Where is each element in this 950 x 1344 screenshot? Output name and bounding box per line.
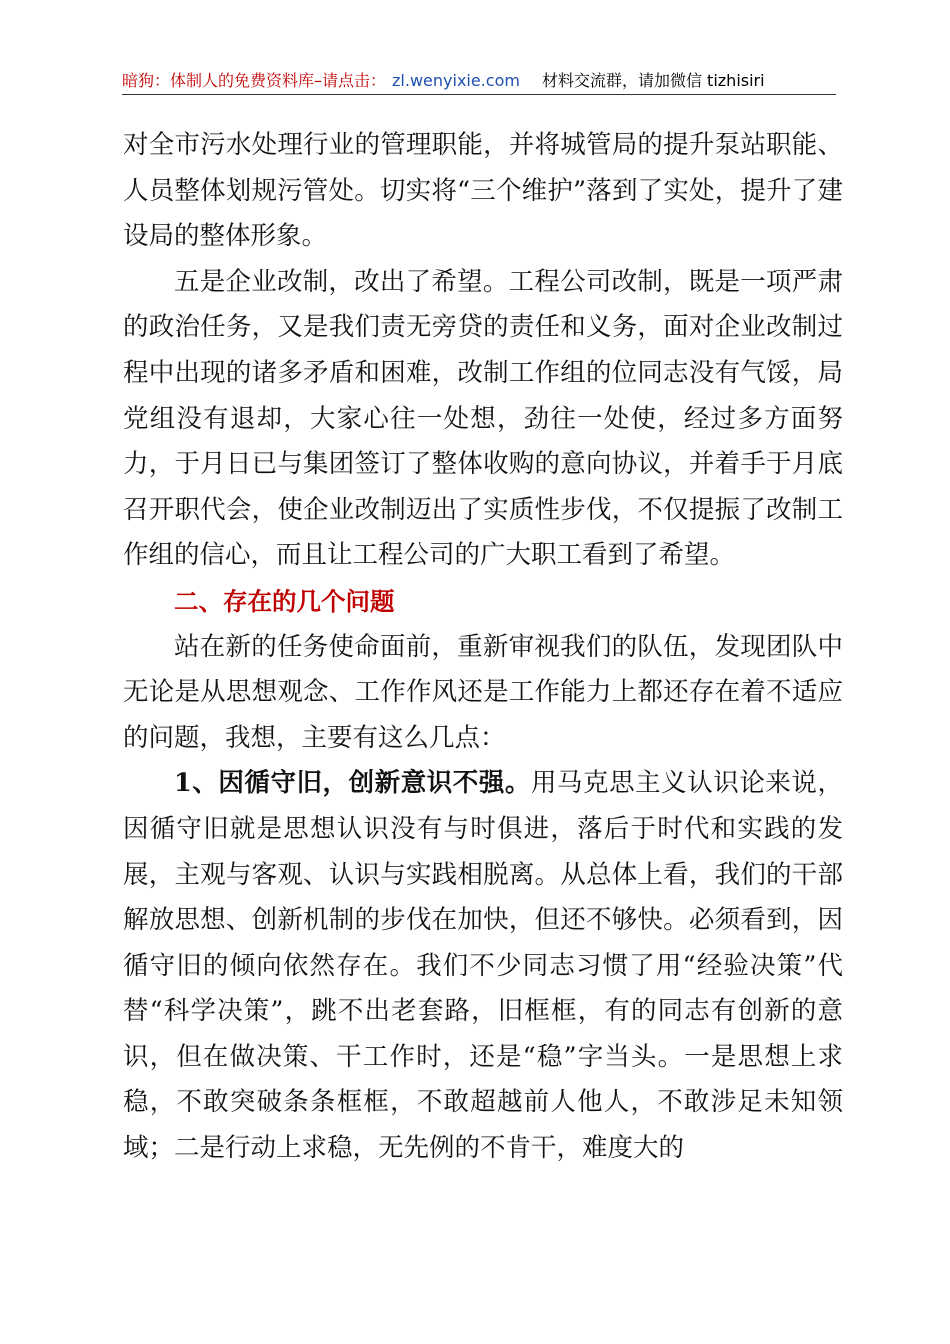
header-site-name: 暗狗：体制人的免费资料库 <box>122 71 315 90</box>
header-link[interactable]: zl.wenyixie.com <box>392 71 520 90</box>
header-click-prompt: –请点击： <box>314 71 387 90</box>
paragraph-reform: 五是企业改制，改出了希望。工程公司改制，既是一项严肃的政治任务，又是我们责无旁贷的责任和义务，面对企业改制过程中出现的诸多矛盾和困难，改制工作组的位同志没有气馁，局党组没有退却，大家心往一处想，劲往一处使，经过多方面努力，于月日已与集团签订了整体收购的意向协议，并着手于月底召开职代会，使企业改制迈出了实质性步伐，不仅提振了改制工作组的信心，而且让工程公司的广大职工看到了希望。 <box>123 266 843 571</box>
paragraph-point-1 <box>123 761 843 1171</box>
point-1-title: 1、因循守旧，创新意识不强。 <box>174 768 531 799</box>
section-heading: 二、存在的几个问题 <box>174 586 395 616</box>
page-header <box>122 68 836 95</box>
document-body <box>123 123 843 1172</box>
paragraph-continuation: 对全市污水处理行业的管理职能，并将城管局的提升泵站职能、人员整体划规污管处。切实将“三个维护”落到了实处，提升了建设局的整体形象。 <box>123 130 843 252</box>
header-wechat-note: 材料交流群，请加微信 tizhisiri <box>541 71 765 90</box>
point-1-text: 用马克思主义认识论来说，因循守旧就是思想认识没有与时俱进，落后于时代和实践的发展，主观与客观、认识与实践相脱离。从总体上看，我们的干部解放思想、创新机制的步伐在加快，但还不够快。必须看到，因循守旧的倾向依然存在。我们不少同志习惯了用“经验决策”代替“科学决策”，跳不出老套路，旧框框，有的同志有创新的意识，但在做决策、干工作时，还是“稳”字当头。一是思想上求稳，不敢突破条条框框，不敢超越前人他人，不敢涉足未知领域；二是行动上求稳，无先例的不肯干，难度大的 <box>123 768 843 1164</box>
paragraph-intro: 站在新的任务使命面前，重新审视我们的队伍，发现团队中无论是从思想观念、工作作风还是工作能力上都还存在着不适应的问题，我想，主要有这么几点： <box>123 631 843 753</box>
